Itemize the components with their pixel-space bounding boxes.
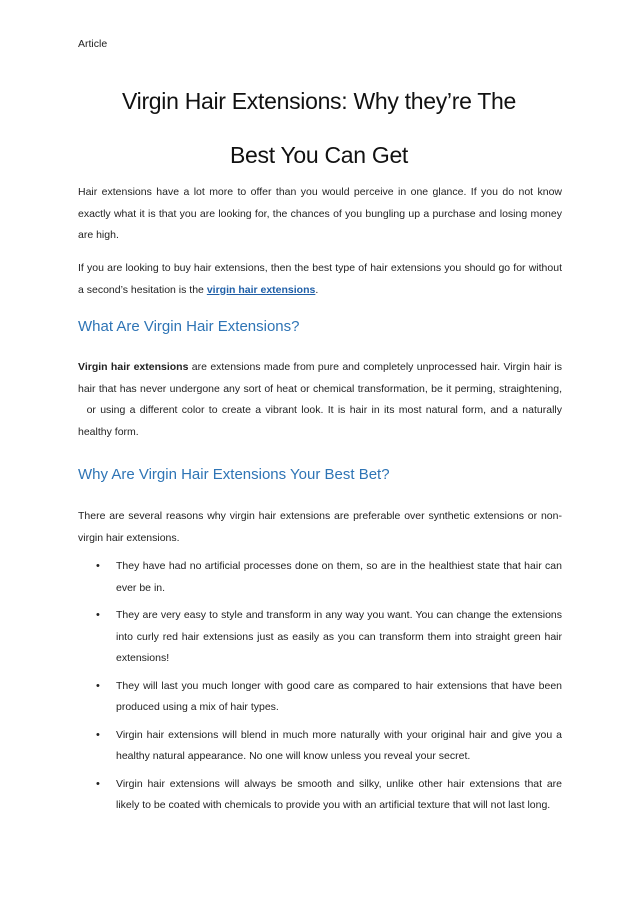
section-heading-what-are: What Are Virgin Hair Extensions? xyxy=(78,318,300,335)
reasons-bullet-list xyxy=(78,556,562,817)
list-item-text: They have had no artificial processes done on them, so are in the healthiest state that hair can ever be in. xyxy=(116,560,562,594)
section1-bold-lead: Virgin hair extensions xyxy=(78,361,189,373)
intro-paragraph-2-end: . xyxy=(315,283,319,296)
section-heading-why-best-bet: Why Are Virgin Hair Extensions Your Best Bet? xyxy=(78,466,390,483)
list-item-text: They are very easy to style and transform in any way you want. You can change the extensions into curly red hair extensions just as easily as you can transform them into straight green hair extensions! xyxy=(116,609,562,664)
section1-paragraph xyxy=(78,357,562,443)
intro-paragraph-2 xyxy=(78,258,562,301)
section2-intro-paragraph: There are several reasons why virgin hair extensions are preferable over synthetic extensions or non-virgin hair extensions. xyxy=(78,510,562,544)
list-item xyxy=(78,774,562,817)
bullet-icon: • xyxy=(96,609,100,621)
virgin-hair-extensions-link[interactable]: virgin hair extensions xyxy=(206,283,316,296)
intro-paragraph-2-text: If you are looking to buy hair extensions, then the best type of hair extensions you should go for without a second’s hesitation is the xyxy=(78,262,562,296)
bullet-icon: • xyxy=(96,679,100,692)
page-title-line-2: Best You Can Get xyxy=(229,142,409,168)
list-item-text: They will last you much longer with good care as compared to hair extensions that have been produced using a mix of hair types. xyxy=(116,679,562,713)
list-item xyxy=(78,676,562,719)
page-header-label: Article xyxy=(78,38,108,50)
list-item xyxy=(78,556,562,599)
intro-paragraph-1: Hair extensions have a lot more to offer than you would perceive in one glance. If you do not know exactly what it is that you are looking for, the chances of you bungling up a purchase and losing money are high. xyxy=(78,186,562,241)
page-title-line-1: Virgin Hair Extensions: Why they’re The xyxy=(122,88,516,114)
bullet-icon: • xyxy=(96,560,100,572)
list-item-text: Virgin hair extensions will blend in much more naturally with your original hair and give you a healthy natural appearance. No one will know unless you reveal your secret. xyxy=(116,728,562,762)
section1-text: are extensions made from pure and completely unprocessed hair. Virgin hair is hair that has never undergone any sort of heat or chemical transformation, be it perming, straightening, or using a different color to create a vibrant look. It is hair in its most natural form, and a naturally healthy form. xyxy=(78,361,562,438)
list-item xyxy=(78,725,562,768)
list-item-text: Virgin hair extensions will always be smooth and silky, unlike other hair extensions that are likely to be coated with chemicals to provide you with an artificial texture that will not last long. xyxy=(116,777,562,811)
bullet-icon: • xyxy=(96,777,100,790)
list-item xyxy=(78,605,562,670)
bullet-icon: • xyxy=(96,728,100,741)
